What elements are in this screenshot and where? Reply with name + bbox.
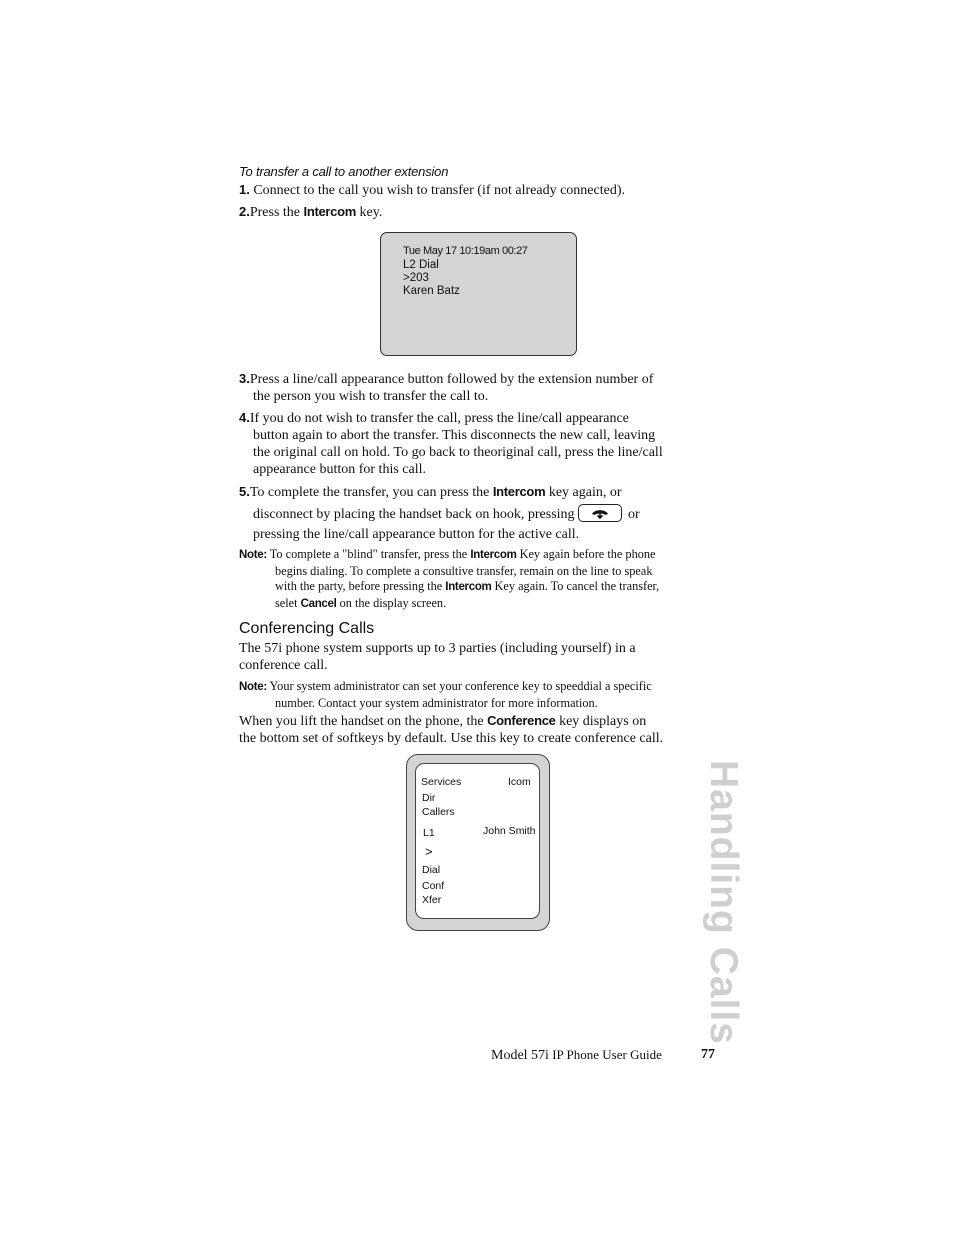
paragraph-text: the bottom set of softkeys by default. Use this key to create conference call. xyxy=(239,731,664,746)
note-text: on the display screen. xyxy=(336,595,447,610)
step-text: pressing the line/call appearance button for the active call. xyxy=(253,527,580,542)
step-text: If you do not wish to transfer the call, press the line/call appearance xyxy=(249,411,629,426)
step-text: the person you wish to transfer the call to. xyxy=(253,389,489,404)
softkey-callers: Callers xyxy=(422,806,455,818)
step-text: disconnect by placing the handset back on hook, pressing xyxy=(253,507,575,523)
display-extension: >203 xyxy=(403,272,429,284)
conference-intro xyxy=(239,640,636,674)
step-text: or xyxy=(628,507,640,523)
conference-key-label: Conference xyxy=(487,713,556,728)
softkey-conf: Conf xyxy=(422,880,445,892)
display-caller-name: Karen Batz xyxy=(403,285,460,297)
note-text: with the party, before pressing the xyxy=(275,579,446,593)
softkey-dir: Dir xyxy=(422,792,436,804)
note-text: Key again before the phone xyxy=(516,547,656,561)
step-text: To complete the transfer, you can press the xyxy=(249,485,493,500)
paragraph-text: When you lift the handset on the phone, the xyxy=(239,714,488,729)
step-1 xyxy=(239,181,625,199)
step-4 xyxy=(239,409,663,478)
step-text: appearance button for this call. xyxy=(253,462,426,477)
softkey-services: Services xyxy=(421,776,462,788)
cancel-key-label: Cancel xyxy=(300,597,337,610)
intercom-key-label: Intercom xyxy=(303,204,357,219)
chapter-title: Handling Calls xyxy=(702,760,745,1045)
transfer-note xyxy=(239,547,659,612)
paragraph-text: key displays on xyxy=(555,714,647,729)
footer-model: Model 57i xyxy=(491,1048,549,1063)
transfer-heading: To transfer a call to another extension xyxy=(239,164,449,179)
note-text: Key again. To cancel the transfer, xyxy=(491,579,660,593)
paragraph-text: The 57i phone system supports up to 3 parties (including yourself) in a xyxy=(239,641,636,656)
step-text: key again, or xyxy=(545,485,622,500)
step-2 xyxy=(239,203,382,221)
footer-guide: IP Phone User Guide xyxy=(548,1047,662,1062)
softkey-icom: Icom xyxy=(508,776,531,788)
note-label: Note: xyxy=(239,681,267,693)
step-5 xyxy=(239,483,640,543)
step-text: key. xyxy=(356,205,383,220)
step-text: Press the xyxy=(249,205,304,220)
intercom-key-label: Intercom xyxy=(445,581,492,593)
conference-paragraph xyxy=(239,712,663,747)
section-title: Conferencing Calls xyxy=(239,620,375,637)
note-label: Note: xyxy=(239,549,267,561)
note-text: number. Contact your system administrator for more information. xyxy=(275,695,598,710)
softkey-xfer: Xfer xyxy=(422,894,442,906)
step-text: Connect to the call you wish to transfer (if not already connected). xyxy=(253,183,625,198)
step-number: 3. xyxy=(239,371,250,386)
intercom-key-label: Intercom xyxy=(470,549,517,561)
softkey-dial: Dial xyxy=(422,864,441,876)
phone-display-screen xyxy=(380,232,577,356)
step-text: the original call on hold. To go back to theoriginal call, press the line/call xyxy=(253,445,663,460)
step-number: 1. xyxy=(239,182,250,197)
line-indicator: L1 xyxy=(423,827,435,839)
paragraph-text: conference call. xyxy=(239,658,328,673)
note-text: To complete a "blind" transfer, press the xyxy=(269,547,471,561)
page-footer xyxy=(491,1047,662,1064)
page-number: 77 xyxy=(701,1047,715,1062)
chapter-side-tab xyxy=(702,760,768,1045)
step-text: Press a line/call appearance button followed by the extension number of xyxy=(249,372,654,387)
display-line-status: L2 Dial xyxy=(403,259,439,271)
phone-display-screen xyxy=(415,763,540,919)
step-number: 2. xyxy=(239,204,250,219)
step-text: button again to abort the transfer. This disconnects the new call, leaving xyxy=(253,428,656,443)
intercom-key-label: Intercom xyxy=(492,484,546,499)
step-3 xyxy=(239,370,653,405)
caller-name: John Smith xyxy=(483,825,536,837)
step-number: 4. xyxy=(239,410,250,425)
note-text: selet xyxy=(275,595,301,610)
cursor-arrow: > xyxy=(425,844,433,859)
goodbye-key-icon xyxy=(578,504,622,522)
note-text: Your system administrator can set your conference key to speeddial a specific xyxy=(269,679,652,693)
step-number: 5. xyxy=(239,484,250,499)
conference-note xyxy=(239,679,652,711)
display-datetime: Tue May 17 10:19am 00:27 xyxy=(403,245,528,257)
note-text: begins dialing. To complete a consultive transfer, remain on the line to speak xyxy=(275,563,653,578)
